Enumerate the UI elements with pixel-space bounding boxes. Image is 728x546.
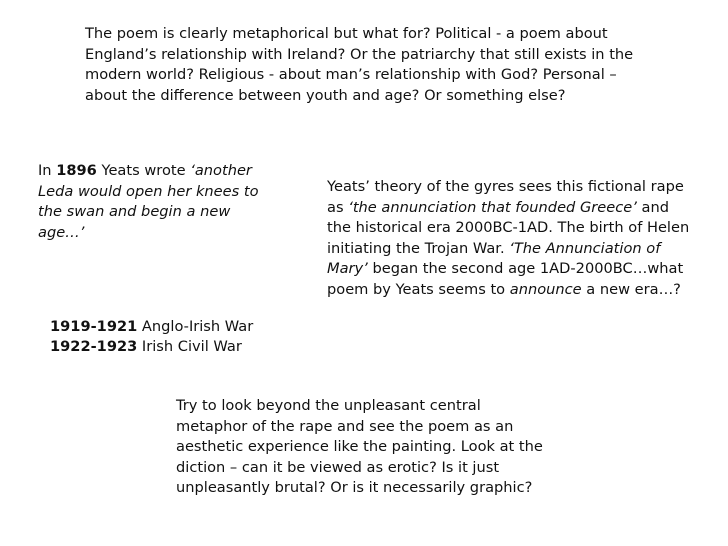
war-years: 1919-1921 xyxy=(50,318,138,335)
gyres-line: Yeats’ theory of the gyres sees this fictional rape xyxy=(327,178,684,195)
text-span: initiating the Trojan War. xyxy=(327,239,510,257)
gyres-paragraph xyxy=(327,177,722,300)
war-years: 1922-1923 xyxy=(50,338,138,355)
war-label: Anglo-Irish War xyxy=(137,318,254,335)
beyond-line: diction – can it be viewed as erotic? Is it just xyxy=(176,458,500,476)
yeats-1896-quote xyxy=(38,161,283,243)
war-entry xyxy=(50,337,310,357)
text-span: as xyxy=(327,198,349,216)
beyond-line: Try to look beyond the unpleasant central xyxy=(176,397,481,414)
quote-text: ‘another xyxy=(190,162,252,179)
gyres-line xyxy=(327,280,722,301)
yeats-1896-line xyxy=(38,182,283,203)
intro-line: modern world? Religious - about man’s relationship with God? Personal – xyxy=(85,66,617,83)
gyres-line: the historical era 2000BC-1AD. The birth of Helen xyxy=(327,219,690,236)
year-1896: 1896 xyxy=(56,162,97,179)
beyond-line: aesthetic experience like the painting. Look at the xyxy=(176,438,543,455)
beyond-paragraph xyxy=(176,396,576,499)
gyres-line xyxy=(327,198,722,219)
quote-text: Mary’ xyxy=(327,260,368,277)
gyres-line xyxy=(327,239,722,260)
text-span: poem by Yeats seems to xyxy=(327,280,510,298)
quote-text: the swan and begin a new xyxy=(38,203,231,220)
beyond-line: metaphor of the rape and see the poem as an xyxy=(176,417,514,435)
text-span: and xyxy=(636,198,669,216)
yeats-1896-line xyxy=(38,223,283,244)
quote-text: ‘the annunciation that founded Greece’ xyxy=(348,198,637,216)
intro-line: about the difference between youth and age? Or something else? xyxy=(85,86,566,104)
emphasis-text: announce xyxy=(509,280,582,298)
yeats-1896-line xyxy=(38,202,283,223)
gyres-line xyxy=(327,259,722,280)
war-label: Irish Civil War xyxy=(137,338,242,355)
quote-text: ‘The Annunciation of xyxy=(509,239,661,257)
text-span: began the second age 1AD-2000BC…what xyxy=(367,260,684,277)
wars-timeline xyxy=(50,317,310,357)
text-span: a new era…? xyxy=(581,280,681,298)
yeats-1896-line xyxy=(38,161,283,182)
quote-text: age…’ xyxy=(38,223,85,241)
beyond-line: unpleasantly brutal? Or is it necessarily graphic? xyxy=(176,479,533,496)
text-span: In xyxy=(38,162,57,179)
intro-line: England’s relationship with Ireland? Or the patriarchy that still exists in the xyxy=(85,45,634,63)
intro-line: The poem is clearly metaphorical but what for? Political - a poem about xyxy=(85,25,608,42)
intro-paragraph xyxy=(85,24,685,106)
war-entry xyxy=(50,317,310,337)
text-span: Yeats wrote xyxy=(96,162,191,179)
quote-text: Leda would open her knees to xyxy=(38,182,259,200)
